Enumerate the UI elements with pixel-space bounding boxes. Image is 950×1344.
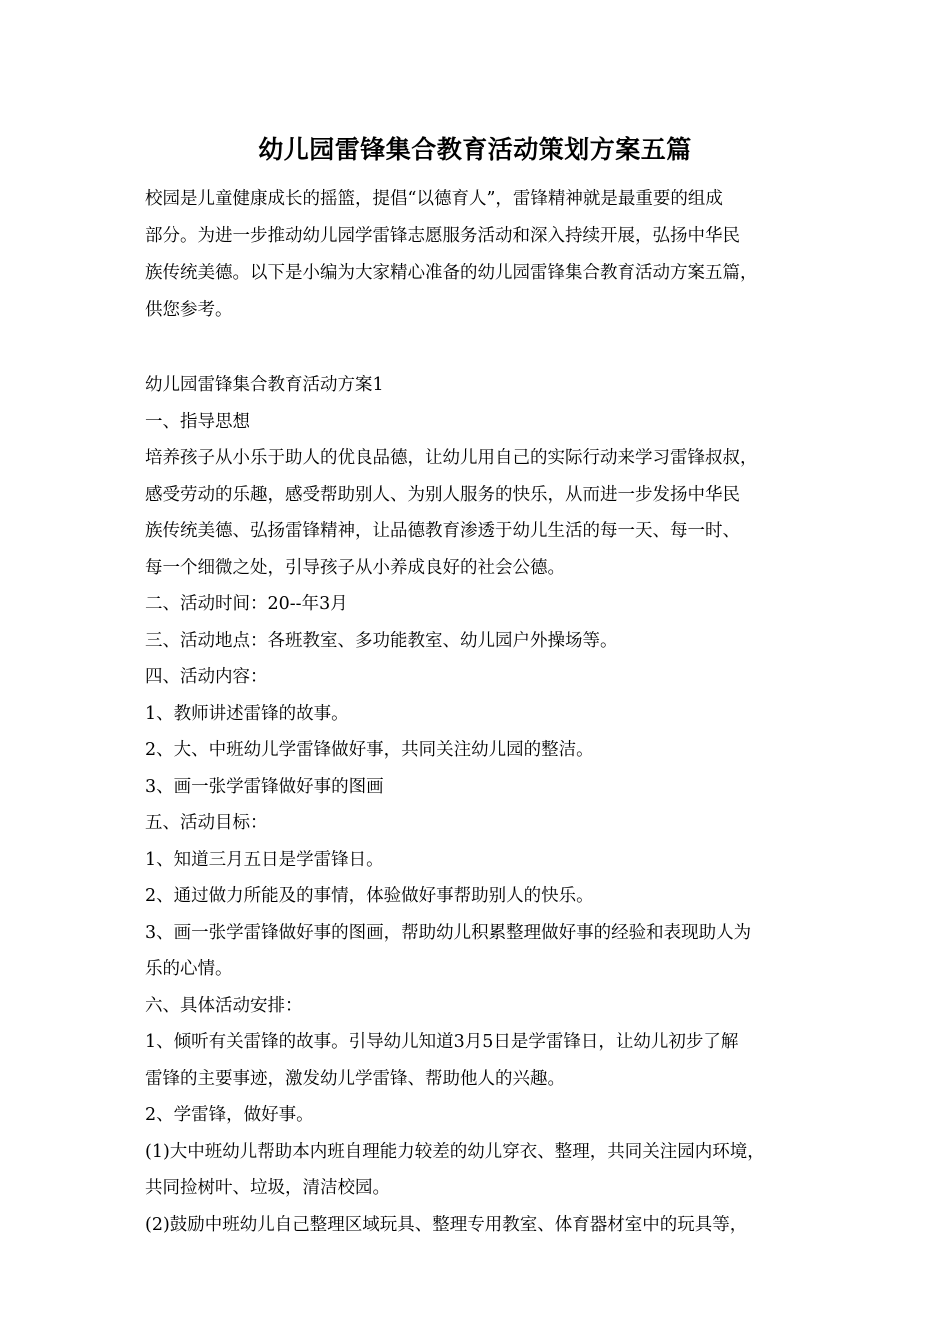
list-item: 雷锋的主要事迹，激发幼儿学雷锋、帮助他人的兴趣。 [145, 1068, 565, 1089]
document-body [145, 367, 825, 1243]
list-item: 2、通过做力所能及的事情，体验做好事帮助别人的快乐。 [145, 886, 594, 906]
body-line: 培养孩子从小乐于助人的优良品德，让幼儿用自己的实际行动来学习雷锋叔叔， [145, 448, 758, 468]
list-item: (1)大中班幼儿帮助本内班自理能力较差的幼儿穿衣、整理，共同关注园内环境， [145, 1141, 765, 1162]
intro-line: 族传统美德。以下是小编为大家精心准备的幼儿园雷锋集合教育活动方案五篇， [145, 263, 758, 283]
intro-paragraph [145, 181, 825, 329]
list-item: 1、倾听有关雷锋的故事。引导幼儿知道3月5日是学雷锋日，让幼儿初步了解 [145, 1032, 739, 1052]
subheading: 一、指导思想 [145, 411, 250, 432]
list-item: 2、大、中班幼儿学雷锋做好事，共同关注幼儿园的整洁。 [145, 740, 594, 760]
intro-line: 部分。为进一步推动幼儿园学雷锋志愿服务活动和深入持续开展，弘扬中华民 [145, 226, 740, 246]
document-title: 幼儿园雷锋集合教育活动策划方案五篇 [258, 135, 692, 164]
body-line: 感受劳动的乐趣，感受帮助别人、为别人服务的快乐，从而进一步发扬中华民 [145, 484, 740, 505]
intro-line: 校园是儿童健康成长的摇篮，提倡“以德育人”，雷锋精神就是最重要的组成 [145, 189, 723, 209]
list-item: 1、知道三月五日是学雷锋日。 [145, 849, 384, 870]
section-heading: 幼儿园雷锋集合教育活动方案1 [145, 375, 384, 395]
subheading: 四、活动内容： [145, 667, 268, 687]
list-item: 3、画一张学雷锋做好事的图画 [145, 776, 384, 797]
list-item: (2)鼓励中班幼儿自己整理区域玩具、整理专用教室、体育器材室中的玩具等， [145, 1214, 748, 1235]
list-item: 乐的心情。 [145, 959, 233, 979]
subheading: 二、活动时间：20--年3月 [145, 594, 348, 614]
body-line: 每一个细微之处，引导孩子从小养成良好的社会公德。 [145, 557, 565, 578]
subheading: 六、具体活动安排： [145, 995, 303, 1016]
list-item: 2、学雷锋，做好事。 [145, 1105, 314, 1125]
intro-line: 供您参考。 [145, 300, 233, 320]
subheading: 五、活动目标： [145, 813, 268, 833]
subheading: 三、活动地点：各班教室、多功能教室、幼儿园户外操场等。 [145, 630, 618, 651]
list-item: 1、教师讲述雷锋的故事。 [145, 703, 349, 724]
body-line: 族传统美德、弘扬雷锋精神，让品德教育渗透于幼儿生活的每一天、每一时、 [145, 521, 740, 541]
list-item: 3、画一张学雷锋做好事的图画，帮助幼儿积累整理做好事的经验和表现助人为 [145, 922, 752, 943]
list-item: 共同捡树叶、垃圾，清洁校园。 [145, 1178, 390, 1198]
